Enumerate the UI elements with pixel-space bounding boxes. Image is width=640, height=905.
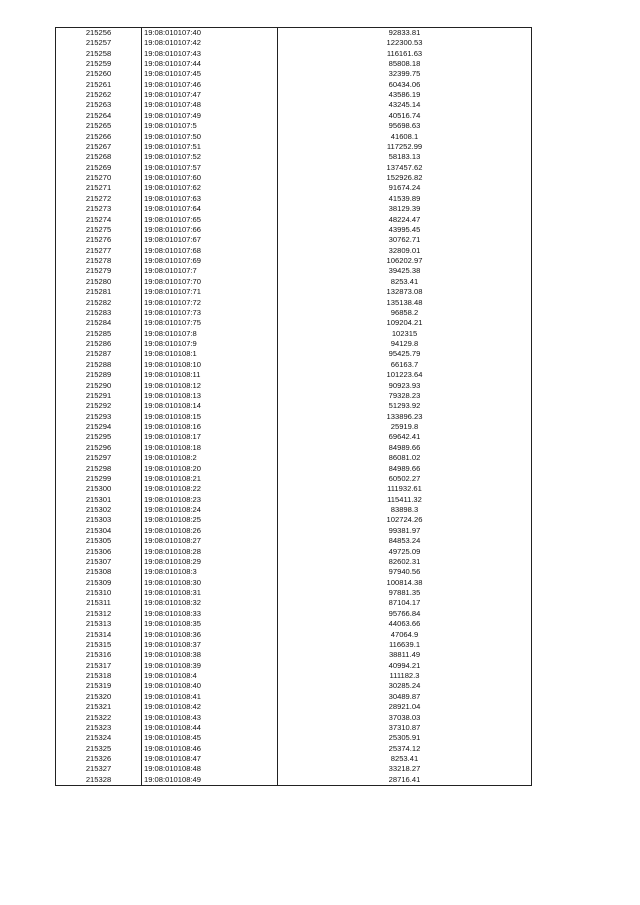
- table-row: [56, 754, 532, 764]
- amount-cell: 30489.87: [278, 692, 532, 702]
- cadastral-number-cell: 19:08:010107:62: [142, 183, 278, 193]
- record-id-cell: 215306: [56, 546, 142, 556]
- record-id-cell: 215295: [56, 432, 142, 442]
- record-id-cell: 215298: [56, 463, 142, 473]
- table-row: [56, 163, 532, 173]
- amount-cell: 38129.39: [278, 204, 532, 214]
- cadastral-number-cell: 19:08:010107:42: [142, 38, 278, 48]
- amount-cell: 66163.7: [278, 360, 532, 370]
- record-id-cell: 215289: [56, 370, 142, 380]
- table-row: [56, 131, 532, 141]
- amount-cell: 58183.13: [278, 152, 532, 162]
- amount-cell: 115411.32: [278, 495, 532, 505]
- cadastral-number-cell: 19:08:010107:40: [142, 28, 278, 39]
- table-row: [56, 412, 532, 422]
- record-id-cell: 215275: [56, 225, 142, 235]
- amount-cell: 95425.79: [278, 349, 532, 359]
- amount-cell: 25374.12: [278, 744, 532, 754]
- record-id-cell: 215279: [56, 266, 142, 276]
- table-row: [56, 515, 532, 525]
- amount-cell: 111182.3: [278, 671, 532, 681]
- table-row: [56, 121, 532, 131]
- table-row: [56, 764, 532, 774]
- record-id-cell: 215288: [56, 360, 142, 370]
- record-id-cell: 215308: [56, 567, 142, 577]
- cadastral-number-cell: 19:08:010108:38: [142, 650, 278, 660]
- table-row: [56, 671, 532, 681]
- amount-cell: 116639.1: [278, 640, 532, 650]
- table-row: [56, 318, 532, 328]
- table-row: [56, 723, 532, 733]
- record-id-cell: 215319: [56, 681, 142, 691]
- table-row: [56, 256, 532, 266]
- table-row: [56, 484, 532, 494]
- cadastral-number-cell: 19:08:010107:72: [142, 297, 278, 307]
- table-row: [56, 59, 532, 69]
- table-row: [56, 349, 532, 359]
- table-row: [56, 744, 532, 754]
- cadastral-number-cell: 19:08:010108:1: [142, 349, 278, 359]
- table-row: [56, 661, 532, 671]
- cadastral-number-cell: 19:08:010107:51: [142, 142, 278, 152]
- record-id-cell: 215296: [56, 443, 142, 453]
- cadastral-number-cell: 19:08:010108:14: [142, 401, 278, 411]
- table-row: [56, 287, 532, 297]
- table-row: [56, 370, 532, 380]
- cadastral-number-cell: 19:08:010107:44: [142, 59, 278, 69]
- record-id-cell: 215262: [56, 90, 142, 100]
- table-row: [56, 609, 532, 619]
- record-id-cell: 215293: [56, 412, 142, 422]
- cadastral-number-cell: 19:08:010107:68: [142, 246, 278, 256]
- amount-cell: 83898.3: [278, 505, 532, 515]
- table-row: [56, 391, 532, 401]
- record-id-cell: 215261: [56, 80, 142, 90]
- amount-cell: 44063.66: [278, 619, 532, 629]
- cadastral-number-cell: 19:08:010108:20: [142, 463, 278, 473]
- amount-cell: 8253.41: [278, 754, 532, 764]
- cadastral-number-cell: 19:08:010108:36: [142, 629, 278, 639]
- cadastral-number-cell: 19:08:010108:17: [142, 432, 278, 442]
- cadastral-number-cell: 19:08:010107:64: [142, 204, 278, 214]
- amount-cell: 32399.75: [278, 69, 532, 79]
- cadastral-number-cell: 19:08:010107:65: [142, 214, 278, 224]
- cadastral-number-cell: 19:08:010108:27: [142, 536, 278, 546]
- table-row: [56, 640, 532, 650]
- table-row: [56, 712, 532, 722]
- amount-cell: 60502.27: [278, 474, 532, 484]
- cadastral-number-cell: 19:08:010108:28: [142, 546, 278, 556]
- record-id-cell: 215311: [56, 598, 142, 608]
- record-id-cell: 215328: [56, 775, 142, 786]
- amount-cell: 102315: [278, 329, 532, 339]
- cadastral-number-cell: 19:08:010107:8: [142, 329, 278, 339]
- data-table: [55, 27, 532, 786]
- amount-cell: 100814.38: [278, 578, 532, 588]
- table-row: [56, 142, 532, 152]
- table-row: [56, 194, 532, 204]
- cadastral-number-cell: 19:08:010107:63: [142, 194, 278, 204]
- table-row: [56, 329, 532, 339]
- table-row: [56, 100, 532, 110]
- record-id-cell: 215318: [56, 671, 142, 681]
- table-row: [56, 204, 532, 214]
- cadastral-number-cell: 19:08:010107:5: [142, 121, 278, 131]
- cadastral-number-cell: 19:08:010108:12: [142, 380, 278, 390]
- record-id-cell: 215287: [56, 349, 142, 359]
- amount-cell: 43586.19: [278, 90, 532, 100]
- cadastral-number-cell: 19:08:010108:18: [142, 443, 278, 453]
- cadastral-number-cell: 19:08:010107:57: [142, 163, 278, 173]
- amount-cell: 69642.41: [278, 432, 532, 442]
- cadastral-number-cell: 19:08:010107:69: [142, 256, 278, 266]
- cadastral-number-cell: 19:08:010108:10: [142, 360, 278, 370]
- amount-cell: 37310.87: [278, 723, 532, 733]
- amount-cell: 90923.93: [278, 380, 532, 390]
- cadastral-number-cell: 19:08:010107:9: [142, 339, 278, 349]
- amount-cell: 79328.23: [278, 391, 532, 401]
- amount-cell: 32809.01: [278, 246, 532, 256]
- table-row: [56, 505, 532, 515]
- table-row: [56, 266, 532, 276]
- cadastral-number-cell: 19:08:010107:49: [142, 111, 278, 121]
- record-id-cell: 215285: [56, 329, 142, 339]
- amount-cell: 102724.26: [278, 515, 532, 525]
- cadastral-number-cell: 19:08:010107:73: [142, 308, 278, 318]
- record-id-cell: 215305: [56, 536, 142, 546]
- amount-cell: 95698.63: [278, 121, 532, 131]
- record-id-cell: 215283: [56, 308, 142, 318]
- record-id-cell: 215327: [56, 764, 142, 774]
- table-row: [56, 443, 532, 453]
- table-row: [56, 453, 532, 463]
- table-row: [56, 650, 532, 660]
- amount-cell: 38811.49: [278, 650, 532, 660]
- record-id-cell: 215310: [56, 588, 142, 598]
- cadastral-number-cell: 19:08:010108:35: [142, 619, 278, 629]
- table-row: [56, 111, 532, 121]
- amount-cell: 106202.97: [278, 256, 532, 266]
- cadastral-number-cell: 19:08:010108:2: [142, 453, 278, 463]
- table-row: [56, 588, 532, 598]
- cadastral-number-cell: 19:08:010108:40: [142, 681, 278, 691]
- cadastral-number-cell: 19:08:010108:49: [142, 775, 278, 786]
- record-id-cell: 215272: [56, 194, 142, 204]
- cadastral-number-cell: 19:08:010108:41: [142, 692, 278, 702]
- record-id-cell: 215256: [56, 28, 142, 39]
- amount-cell: 39425.38: [278, 266, 532, 276]
- table-row: [56, 557, 532, 567]
- amount-cell: 96858.2: [278, 308, 532, 318]
- record-id-cell: 215299: [56, 474, 142, 484]
- cadastral-number-cell: 19:08:010108:11: [142, 370, 278, 380]
- table-body: [56, 28, 532, 786]
- cadastral-number-cell: 19:08:010108:47: [142, 754, 278, 764]
- record-id-cell: 215278: [56, 256, 142, 266]
- cadastral-number-cell: 19:08:010108:26: [142, 526, 278, 536]
- record-id-cell: 215302: [56, 505, 142, 515]
- cadastral-number-cell: 19:08:010107:60: [142, 173, 278, 183]
- table-row: [56, 681, 532, 691]
- record-id-cell: 215267: [56, 142, 142, 152]
- cadastral-number-cell: 19:08:010108:39: [142, 661, 278, 671]
- cadastral-number-cell: 19:08:010108:16: [142, 422, 278, 432]
- table-row: [56, 432, 532, 442]
- record-id-cell: 215297: [56, 453, 142, 463]
- amount-cell: 25305.91: [278, 733, 532, 743]
- cadastral-number-cell: 19:08:010108:48: [142, 764, 278, 774]
- amount-cell: 97940.56: [278, 567, 532, 577]
- cadastral-number-cell: 19:08:010108:33: [142, 609, 278, 619]
- record-id-cell: 215309: [56, 578, 142, 588]
- amount-cell: 82602.31: [278, 557, 532, 567]
- table-row: [56, 297, 532, 307]
- record-id-cell: 215271: [56, 183, 142, 193]
- table-row: [56, 536, 532, 546]
- amount-cell: 43995.45: [278, 225, 532, 235]
- record-id-cell: 215266: [56, 131, 142, 141]
- cadastral-number-cell: 19:08:010107:45: [142, 69, 278, 79]
- cadastral-number-cell: 19:08:010108:32: [142, 598, 278, 608]
- table-row: [56, 401, 532, 411]
- amount-cell: 84989.66: [278, 463, 532, 473]
- amount-cell: 116161.63: [278, 48, 532, 58]
- amount-cell: 99381.97: [278, 526, 532, 536]
- table-row: [56, 775, 532, 786]
- cadastral-number-cell: 19:08:010107:70: [142, 277, 278, 287]
- table-row: [56, 152, 532, 162]
- record-id-cell: 215286: [56, 339, 142, 349]
- cadastral-number-cell: 19:08:010108:3: [142, 567, 278, 577]
- record-id-cell: 215263: [56, 100, 142, 110]
- cadastral-number-cell: 19:08:010108:30: [142, 578, 278, 588]
- table-row: [56, 80, 532, 90]
- table-row: [56, 733, 532, 743]
- amount-cell: 28716.41: [278, 775, 532, 786]
- record-id-cell: 215282: [56, 297, 142, 307]
- record-id-cell: 215317: [56, 661, 142, 671]
- cadastral-number-cell: 19:08:010108:13: [142, 391, 278, 401]
- amount-cell: 40516.74: [278, 111, 532, 121]
- record-id-cell: 215284: [56, 318, 142, 328]
- amount-cell: 49725.09: [278, 546, 532, 556]
- record-id-cell: 215313: [56, 619, 142, 629]
- record-id-cell: 215322: [56, 712, 142, 722]
- amount-cell: 84989.66: [278, 443, 532, 453]
- amount-cell: 152926.82: [278, 173, 532, 183]
- amount-cell: 84853.24: [278, 536, 532, 546]
- table-row: [56, 69, 532, 79]
- amount-cell: 92833.81: [278, 28, 532, 39]
- amount-cell: 91674.24: [278, 183, 532, 193]
- record-id-cell: 215290: [56, 380, 142, 390]
- table-row: [56, 308, 532, 318]
- record-id-cell: 215301: [56, 495, 142, 505]
- amount-cell: 25919.8: [278, 422, 532, 432]
- cadastral-number-cell: 19:08:010108:42: [142, 702, 278, 712]
- table-row: [56, 380, 532, 390]
- cadastral-number-cell: 19:08:010108:4: [142, 671, 278, 681]
- record-id-cell: 215281: [56, 287, 142, 297]
- amount-cell: 41608.1: [278, 131, 532, 141]
- record-id-cell: 215270: [56, 173, 142, 183]
- cadastral-number-cell: 19:08:010108:21: [142, 474, 278, 484]
- record-id-cell: 215265: [56, 121, 142, 131]
- table-row: [56, 173, 532, 183]
- record-id-cell: 215260: [56, 69, 142, 79]
- cadastral-number-cell: 19:08:010107:66: [142, 225, 278, 235]
- record-id-cell: 215307: [56, 557, 142, 567]
- amount-cell: 33218.27: [278, 764, 532, 774]
- amount-cell: 8253.41: [278, 277, 532, 287]
- record-id-cell: 215277: [56, 246, 142, 256]
- table-row: [56, 463, 532, 473]
- amount-cell: 122300.53: [278, 38, 532, 48]
- amount-cell: 97881.35: [278, 588, 532, 598]
- table-row: [56, 546, 532, 556]
- amount-cell: 137457.62: [278, 163, 532, 173]
- cadastral-number-cell: 19:08:010107:67: [142, 235, 278, 245]
- cadastral-number-cell: 19:08:010107:46: [142, 80, 278, 90]
- record-id-cell: 215294: [56, 422, 142, 432]
- table-row: [56, 214, 532, 224]
- table-row: [56, 28, 532, 39]
- record-id-cell: 215269: [56, 163, 142, 173]
- record-id-cell: 215316: [56, 650, 142, 660]
- table-row: [56, 422, 532, 432]
- record-id-cell: 215323: [56, 723, 142, 733]
- amount-cell: 133896.23: [278, 412, 532, 422]
- cadastral-number-cell: 19:08:010108:29: [142, 557, 278, 567]
- table-row: [56, 619, 532, 629]
- table-row: [56, 360, 532, 370]
- cadastral-number-cell: 19:08:010108:45: [142, 733, 278, 743]
- record-id-cell: 215304: [56, 526, 142, 536]
- table-row: [56, 48, 532, 58]
- record-id-cell: 215326: [56, 754, 142, 764]
- amount-cell: 95766.84: [278, 609, 532, 619]
- cadastral-number-cell: 19:08:010107:43: [142, 48, 278, 58]
- record-id-cell: 215303: [56, 515, 142, 525]
- record-id-cell: 215325: [56, 744, 142, 754]
- table-row: [56, 567, 532, 577]
- amount-cell: 40994.21: [278, 661, 532, 671]
- record-id-cell: 215315: [56, 640, 142, 650]
- cadastral-number-cell: 19:08:010108:44: [142, 723, 278, 733]
- record-id-cell: 215268: [56, 152, 142, 162]
- cadastral-number-cell: 19:08:010107:7: [142, 266, 278, 276]
- amount-cell: 85808.18: [278, 59, 532, 69]
- cadastral-number-cell: 19:08:010108:23: [142, 495, 278, 505]
- amount-cell: 37038.03: [278, 712, 532, 722]
- amount-cell: 28921.04: [278, 702, 532, 712]
- table-row: [56, 526, 532, 536]
- amount-cell: 48224.47: [278, 214, 532, 224]
- table-row: [56, 38, 532, 48]
- table-row: [56, 246, 532, 256]
- table-row: [56, 183, 532, 193]
- table-row: [56, 629, 532, 639]
- record-id-cell: 215273: [56, 204, 142, 214]
- cadastral-number-cell: 19:08:010108:25: [142, 515, 278, 525]
- cadastral-number-cell: 19:08:010108:24: [142, 505, 278, 515]
- amount-cell: 41539.89: [278, 194, 532, 204]
- record-id-cell: 215314: [56, 629, 142, 639]
- cadastral-number-cell: 19:08:010107:52: [142, 152, 278, 162]
- cadastral-number-cell: 19:08:010107:48: [142, 100, 278, 110]
- amount-cell: 30762.71: [278, 235, 532, 245]
- table-row: [56, 225, 532, 235]
- amount-cell: 51293.92: [278, 401, 532, 411]
- cadastral-number-cell: 19:08:010108:37: [142, 640, 278, 650]
- record-id-cell: 215312: [56, 609, 142, 619]
- amount-cell: 117252.99: [278, 142, 532, 152]
- cadastral-number-cell: 19:08:010107:71: [142, 287, 278, 297]
- amount-cell: 135138.48: [278, 297, 532, 307]
- cadastral-number-cell: 19:08:010108:43: [142, 712, 278, 722]
- table-row: [56, 598, 532, 608]
- table-row: [56, 277, 532, 287]
- cadastral-number-cell: 19:08:010108:46: [142, 744, 278, 754]
- cadastral-number-cell: 19:08:010107:47: [142, 90, 278, 100]
- table-row: [56, 90, 532, 100]
- cadastral-number-cell: 19:08:010108:15: [142, 412, 278, 422]
- amount-cell: 132873.08: [278, 287, 532, 297]
- table-row: [56, 474, 532, 484]
- table-row: [56, 692, 532, 702]
- table-row: [56, 578, 532, 588]
- cadastral-number-cell: 19:08:010107:75: [142, 318, 278, 328]
- table-row: [56, 495, 532, 505]
- table-row: [56, 702, 532, 712]
- record-id-cell: 215276: [56, 235, 142, 245]
- amount-cell: 94129.8: [278, 339, 532, 349]
- record-id-cell: 215258: [56, 48, 142, 58]
- cadastral-number-cell: 19:08:010107:50: [142, 131, 278, 141]
- table-row: [56, 235, 532, 245]
- amount-cell: 111932.61: [278, 484, 532, 494]
- record-id-cell: 215300: [56, 484, 142, 494]
- record-id-cell: 215321: [56, 702, 142, 712]
- record-id-cell: 215291: [56, 391, 142, 401]
- amount-cell: 86081.02: [278, 453, 532, 463]
- amount-cell: 47064.9: [278, 629, 532, 639]
- record-id-cell: 215320: [56, 692, 142, 702]
- table-row: [56, 339, 532, 349]
- record-id-cell: 215324: [56, 733, 142, 743]
- record-id-cell: 215274: [56, 214, 142, 224]
- cadastral-number-cell: 19:08:010108:31: [142, 588, 278, 598]
- record-id-cell: 215292: [56, 401, 142, 411]
- amount-cell: 43245.14: [278, 100, 532, 110]
- amount-cell: 109204.21: [278, 318, 532, 328]
- amount-cell: 60434.06: [278, 80, 532, 90]
- amount-cell: 87104.17: [278, 598, 532, 608]
- cadastral-number-cell: 19:08:010108:22: [142, 484, 278, 494]
- record-id-cell: 215264: [56, 111, 142, 121]
- record-id-cell: 215257: [56, 38, 142, 48]
- amount-cell: 30285.24: [278, 681, 532, 691]
- record-id-cell: 215280: [56, 277, 142, 287]
- record-id-cell: 215259: [56, 59, 142, 69]
- amount-cell: 101223.64: [278, 370, 532, 380]
